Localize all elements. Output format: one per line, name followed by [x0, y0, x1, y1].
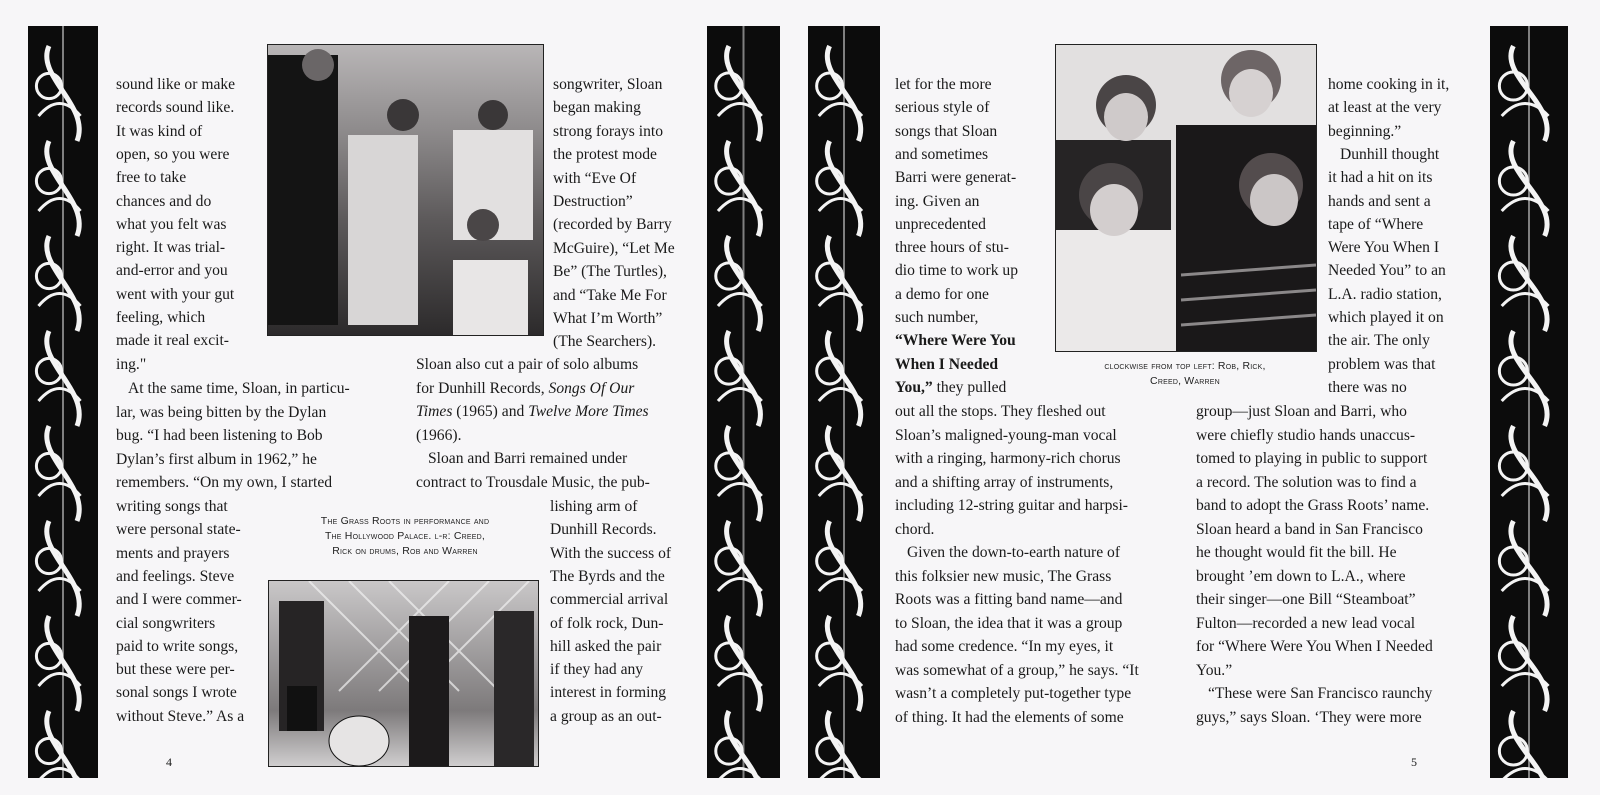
- text-line: At the same time, Sloan, in particu-: [128, 380, 350, 397]
- text-line: It was kind of: [116, 122, 203, 140]
- text-segment: contract to Trousdale Music, the pub-: [416, 473, 650, 491]
- text-line: began making: [553, 99, 641, 117]
- text-line: was somewhat of a group,” he says. “It: [895, 661, 1139, 679]
- text-segment: unprecedented: [895, 215, 986, 233]
- text-line: and-error and you: [116, 262, 228, 280]
- vine-ornament-icon: [1490, 26, 1568, 778]
- text-line: Given the down-to-earth nature of: [907, 544, 1121, 561]
- italic-title: Twelve More Times: [528, 403, 649, 420]
- text-line: [895, 192, 979, 212]
- text-line: lishing arm of: [550, 498, 638, 515]
- portrait-photo-caption: [1050, 359, 1320, 389]
- text-segment: (1966).: [416, 426, 462, 444]
- text-line: their singer—one Bill “Steamboat”: [1196, 591, 1416, 608]
- text-line: and feelings. Steve: [116, 567, 235, 585]
- text-line: group—just Sloan and Barri, who: [1196, 403, 1407, 420]
- text-line: the air. The only: [1328, 332, 1430, 350]
- ornamental-border-right: [1490, 26, 1568, 778]
- text-line: [895, 378, 1006, 398]
- text-line: to Sloan, the idea that it was a group: [895, 614, 1123, 632]
- text-segment: they pulled: [932, 378, 1007, 396]
- text-line: records sound like.: [116, 99, 235, 117]
- text-line: chances and do: [116, 192, 212, 210]
- text-line: Roots was a fitting band name—and: [895, 591, 1123, 608]
- text-line: The Byrds and the: [550, 567, 665, 585]
- text-line: [895, 331, 1016, 351]
- text-line: he thought would fit the bill. He: [1196, 544, 1397, 561]
- text-line: Dunhill Records.: [550, 521, 657, 539]
- text-line: it had a hit on its: [1328, 169, 1433, 187]
- text-line: there was no: [1328, 378, 1407, 396]
- text-line: but these were per-: [116, 661, 235, 679]
- italic-title: Songs Of Our: [548, 379, 635, 397]
- text-line: [895, 308, 978, 328]
- text-line: and I were commer-: [116, 591, 242, 609]
- text-line: [895, 98, 989, 118]
- text-line: [895, 238, 1009, 258]
- text-line: songwriter, Sloan: [553, 76, 663, 93]
- band-photo-outdoor: [267, 44, 544, 336]
- text-line: ing.": [116, 355, 147, 373]
- caption-line: Creed, Warren: [1150, 375, 1220, 387]
- text-line: guys,” says Sloan. ‘They were more: [1196, 708, 1422, 726]
- text-line: with “Eve Of: [553, 169, 637, 187]
- text-line: which played it on: [1328, 309, 1444, 326]
- text-line: With the success of: [550, 544, 672, 562]
- band-performance-photo: [268, 580, 539, 767]
- text-line: home cooking in it,: [1328, 76, 1450, 93]
- text-line: made it real excit-: [116, 332, 229, 350]
- text-line: [895, 145, 988, 165]
- text-segment: a demo for one: [895, 285, 989, 303]
- text-line: Sloan heard a band in San Francisco: [1196, 520, 1423, 538]
- text-line: went with your gut: [116, 285, 235, 303]
- page-number-left: 4: [166, 755, 172, 769]
- text-line: Sloan’s maligned-young-man vocal: [895, 426, 1117, 444]
- text-line: [416, 426, 461, 446]
- text-line: sound like or make: [116, 76, 236, 93]
- text-line: bug. “I had been listening to Bob: [116, 427, 323, 444]
- text-line: [416, 355, 638, 375]
- text-line: feeling, which: [116, 309, 206, 326]
- text-line: with a ringing, harmony-rich chorus: [895, 450, 1121, 467]
- text-line: Needed You” to an: [1328, 262, 1446, 280]
- bold-song-title: You,”: [895, 378, 933, 396]
- text-line: without Steve.” As a: [116, 707, 245, 725]
- text-line: what you felt was: [116, 215, 227, 233]
- text-line: hill asked the pair: [550, 637, 662, 655]
- bold-song-title: “Where Were You: [895, 332, 1016, 350]
- text-line: beginning.”: [1328, 122, 1402, 140]
- text-line: band to adopt the Grass Roots’ name.: [1196, 497, 1430, 514]
- page-number-right: 5: [1411, 755, 1417, 769]
- text-line: commercial arrival: [550, 591, 669, 609]
- text-line: Dylan’s first album in 1962,” he: [116, 450, 317, 468]
- text-line: [895, 285, 989, 305]
- text-line: L.A. radio station,: [1328, 285, 1442, 303]
- text-line: were chiefly studio hands unaccus-: [1196, 426, 1416, 444]
- text-segment: Sloan also cut a pair of solo albums: [416, 356, 639, 373]
- text-segment: for Dunhill Records,: [416, 379, 549, 397]
- vine-ornament-icon: [707, 26, 780, 778]
- text-line: problem was that: [1328, 355, 1436, 373]
- text-line: [416, 402, 649, 422]
- text-line: [895, 168, 1016, 188]
- text-line: for “Where Were You When I Needed: [1196, 638, 1433, 655]
- ornamental-border-left: [28, 26, 98, 778]
- text-line: Dunhill thought: [1340, 145, 1440, 163]
- text-line: tomed to playing in public to support: [1196, 450, 1428, 467]
- band-portrait-photo: [1055, 44, 1317, 352]
- text-line: What I’m Worth”: [553, 310, 663, 327]
- text-line: if they had any: [550, 661, 644, 679]
- text-line: [895, 75, 992, 95]
- text-segment: serious style of: [895, 99, 990, 117]
- text-line: [416, 473, 650, 493]
- text-line: a group as an out-: [550, 707, 662, 725]
- text-line: [895, 261, 1018, 281]
- text-line: free to take: [116, 169, 187, 187]
- text-line: [416, 379, 634, 399]
- text-segment: Sloan and Barri remained under: [428, 450, 628, 467]
- text-line: Fulton—recorded a new lead vocal: [1196, 614, 1416, 632]
- text-segment: ing. Given an: [895, 192, 980, 210]
- text-line: had some credence. “In my eyes, it: [895, 638, 1114, 655]
- text-line: wasn’t a completely put-together type: [895, 685, 1132, 702]
- performance-photo-caption: [270, 514, 540, 559]
- text-line: were personal state-: [116, 521, 241, 539]
- text-line: paid to write songs,: [116, 637, 239, 655]
- text-segment: three hours of stu-: [895, 239, 1009, 257]
- text-line: sonal songs I wrote: [116, 684, 237, 702]
- text-line: of thing. It had the elements of some: [895, 708, 1124, 726]
- text-line: open, so you were: [116, 145, 230, 163]
- text-line: writing songs that: [116, 498, 228, 515]
- vine-ornament-icon: [28, 26, 98, 778]
- text-line: and “Take Me For: [553, 286, 667, 304]
- text-line: at least at the very: [1328, 99, 1442, 117]
- caption-line: The Hollywood Palace. l-r: Creed,: [324, 530, 486, 542]
- text-line: Were You When I: [1328, 239, 1440, 257]
- text-line: remembers. “On my own, I started: [116, 474, 333, 491]
- text-line: chord.: [895, 520, 935, 538]
- text-line: out all the stops. They fleshed out: [895, 403, 1106, 420]
- text-line: interest in forming: [550, 684, 667, 702]
- text-line: the protest mode: [553, 146, 657, 164]
- italic-title: Times: [416, 403, 453, 420]
- bold-song-title: When I Needed: [895, 355, 999, 373]
- text-line: [428, 449, 627, 469]
- caption-line: The Grass Roots in performance and: [320, 515, 490, 527]
- text-line: hands and sent a: [1328, 192, 1431, 210]
- text-line: Be” (The Turtles),: [553, 263, 667, 281]
- text-line: Destruction”: [553, 193, 633, 210]
- text-segment: Barri were generat-: [895, 169, 1017, 187]
- text-segment: let for the more: [895, 76, 992, 93]
- text-line: [895, 215, 986, 235]
- caption-line: Rick on drums, Rob and Warren: [332, 545, 478, 557]
- text-line: “These were San Francisco raunchy: [1208, 685, 1433, 702]
- text-line: and a shifting array of instruments,: [895, 473, 1114, 491]
- text-line: this folksier new music, The Grass: [895, 567, 1112, 585]
- text-line: right. It was trial-: [116, 239, 226, 257]
- text-line: McGuire), “Let Me: [553, 239, 675, 257]
- text-segment: (1965) and: [452, 403, 529, 420]
- text-line: [895, 355, 998, 375]
- text-line: brought ’em down to L.A., where: [1196, 567, 1406, 585]
- text-line: lar, was being bitten by the Dylan: [116, 403, 327, 421]
- text-segment: and sometimes: [895, 145, 989, 163]
- text-line: including 12-string guitar and harpsi-: [895, 497, 1128, 514]
- text-line: strong forays into: [553, 122, 664, 140]
- text-line: cial songwriters: [116, 614, 216, 632]
- text-line: ments and prayers: [116, 544, 230, 562]
- text-line: You.”: [1196, 661, 1233, 679]
- text-line: of folk rock, Dun-: [550, 614, 664, 632]
- text-line: tape of “Where: [1328, 215, 1424, 233]
- caption-line: clockwise from top left: Rob, Rick,: [1104, 360, 1266, 372]
- text-line: [895, 122, 997, 142]
- text-line: (recorded by Barry: [553, 216, 672, 234]
- vine-ornament-icon: [808, 26, 880, 778]
- text-segment: such number,: [895, 309, 979, 326]
- text-line: (The Searchers).: [553, 333, 657, 351]
- ornamental-border-center-right: [808, 26, 880, 778]
- text-segment: dio time to work up: [895, 262, 1019, 280]
- text-line: a record. The solution was to find a: [1196, 473, 1417, 491]
- text-segment: songs that Sloan: [895, 122, 998, 140]
- ornamental-border-center-left: [707, 26, 780, 778]
